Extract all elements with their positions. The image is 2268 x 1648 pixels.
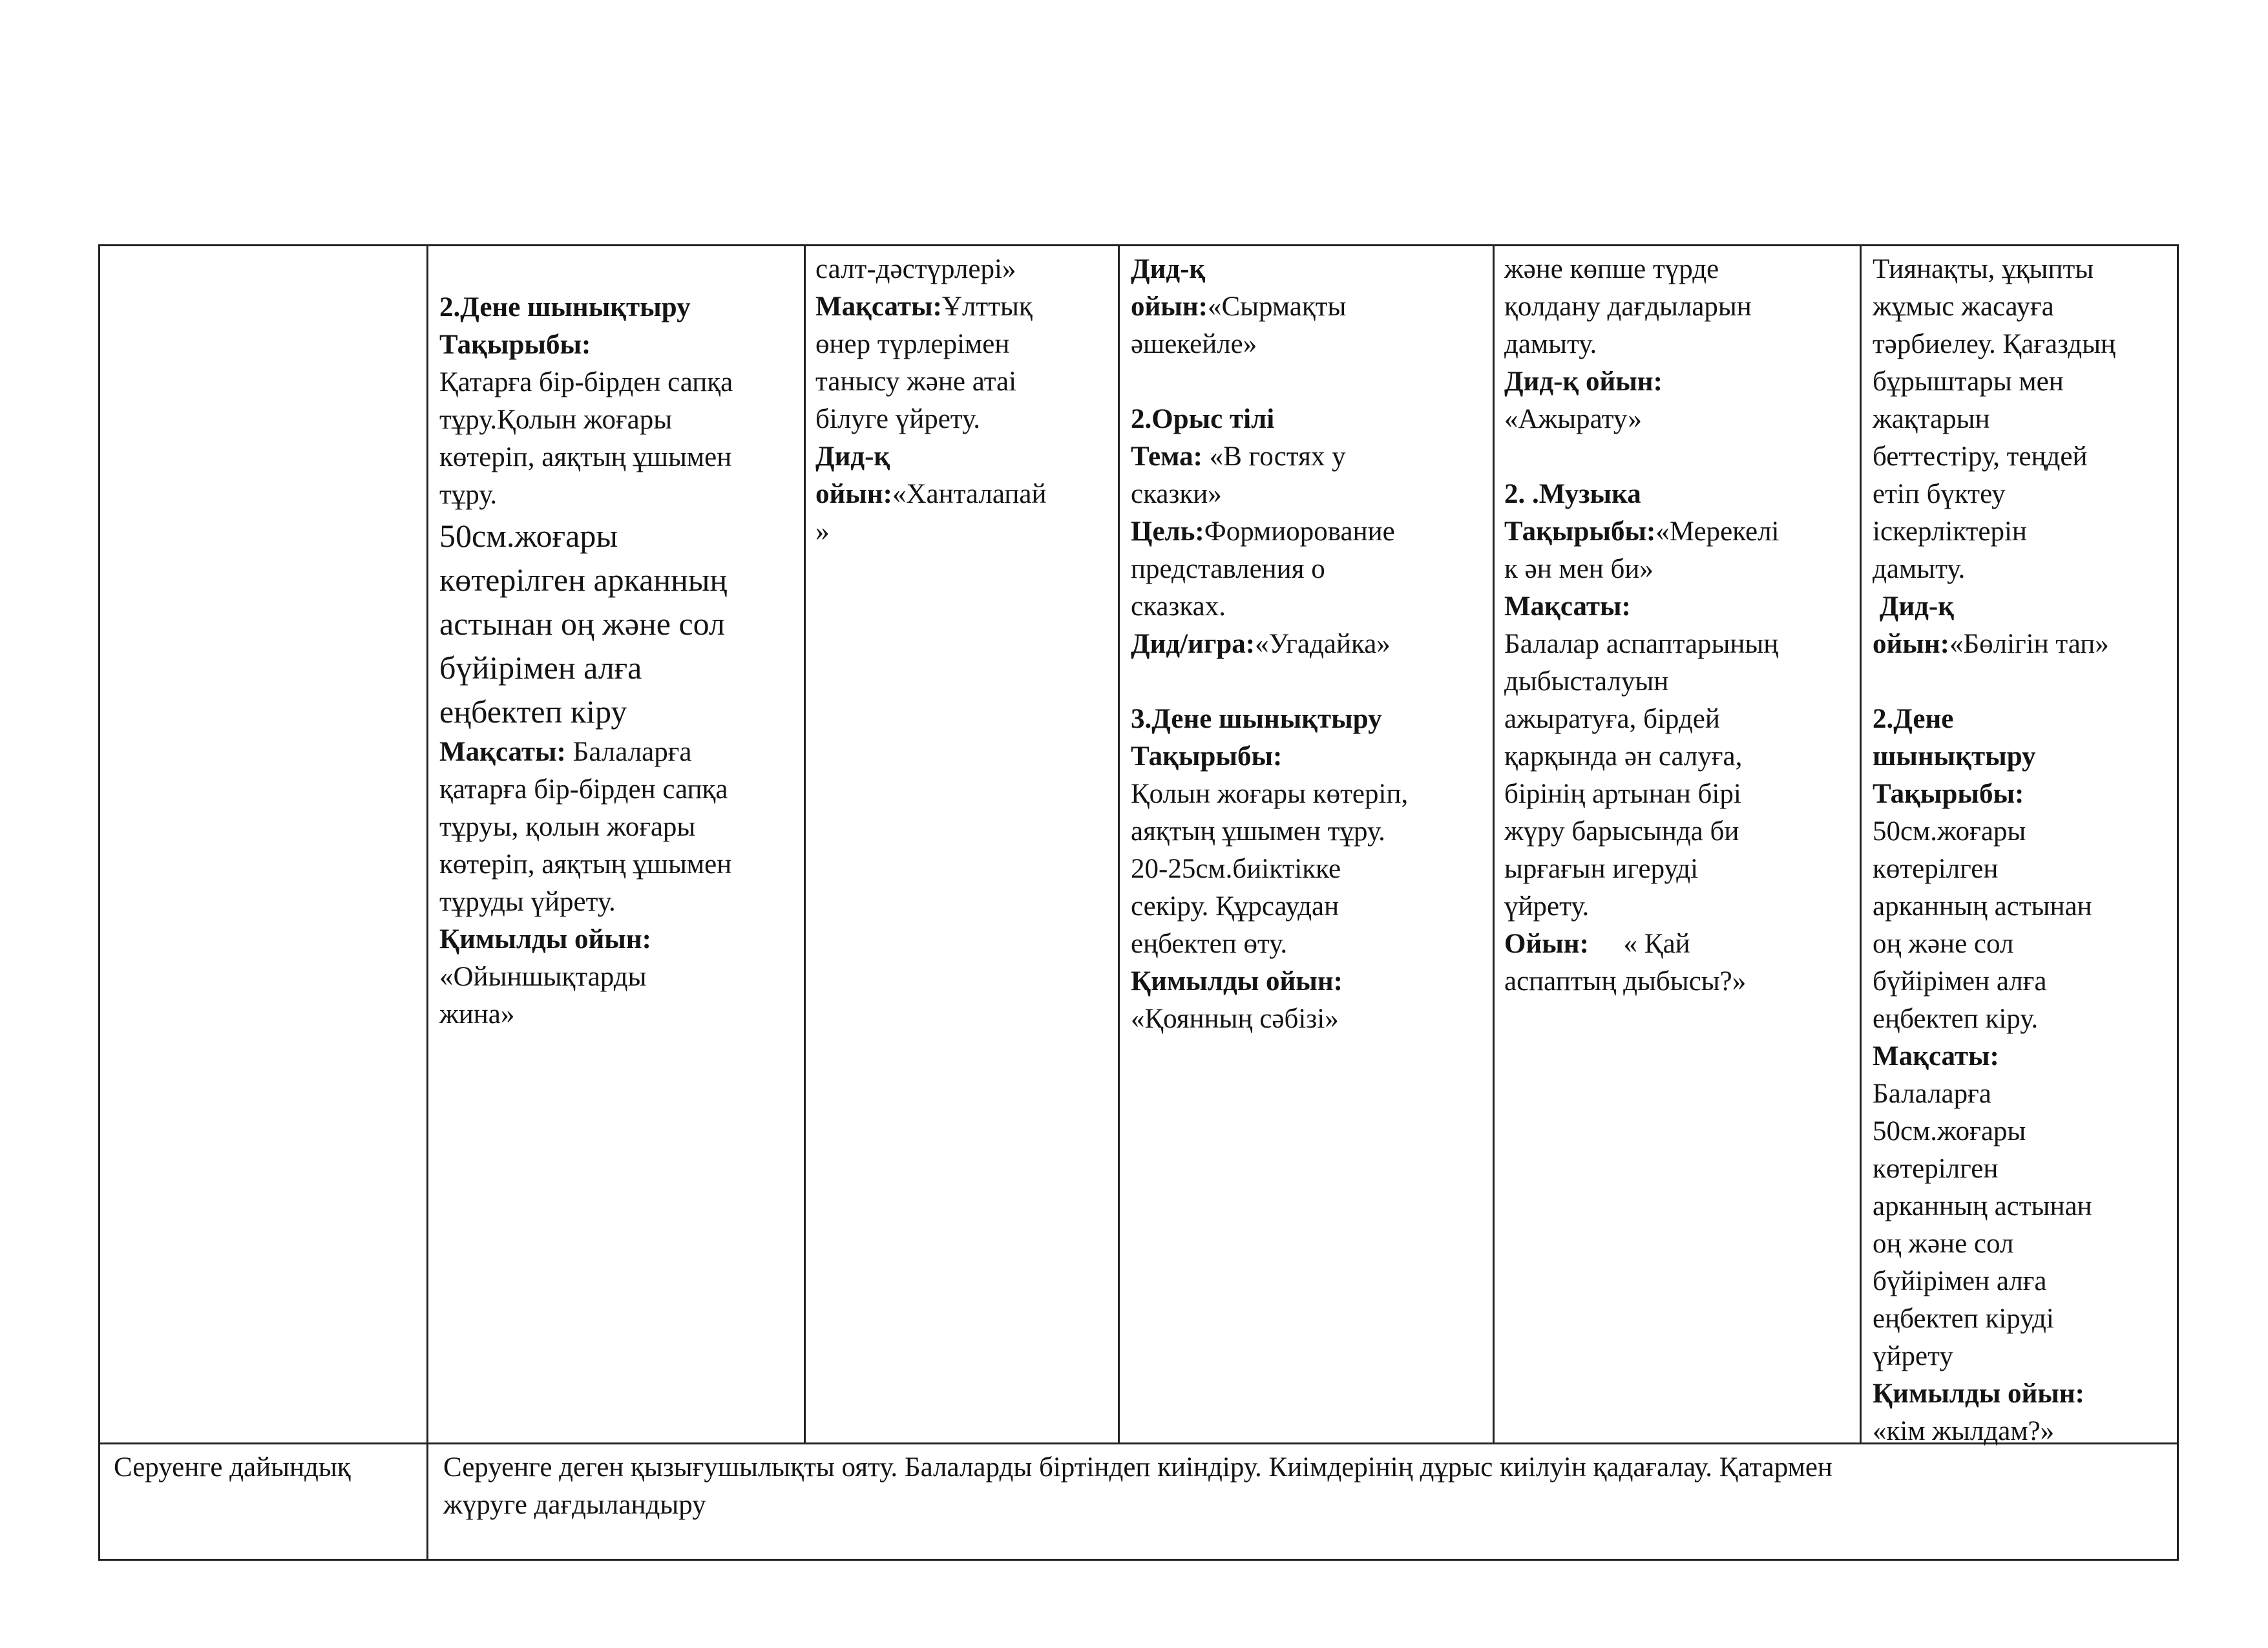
cell-label: ойын: — [1131, 291, 1208, 322]
cell-line: Дид-қ — [815, 441, 890, 472]
cell-line: жина» — [439, 999, 515, 1030]
cell-line: қолдану дағдыларын — [1504, 291, 1752, 322]
column-divider — [426, 244, 428, 1561]
cell-text: «Мерекелі — [1655, 516, 1780, 547]
cell-line: қатарға бір-бірден сапқа — [439, 774, 728, 805]
spacer — [1131, 663, 1408, 701]
column-divider — [1860, 244, 1862, 1444]
cell-line: үйрету — [1873, 1341, 1953, 1371]
cell-line: Қимылды ойын: — [1873, 1379, 2084, 1409]
cell-line: көтеріп, аяқтың ұшымен — [439, 442, 732, 472]
cell-line: 2.Орыс тілі — [1131, 404, 1275, 434]
cell-line — [1131, 513, 1408, 551]
cell-line: «кім жылдам?» — [1873, 1416, 2055, 1446]
cell-line: Тиянақты, ұқыпты — [1873, 254, 2094, 284]
cell-line: ырғағын игеруді — [1504, 854, 1699, 884]
cell-text: «Угадайка» — [1255, 629, 1391, 659]
cell-line: үйрету. — [1504, 891, 1590, 922]
table-left-border — [98, 244, 100, 1561]
cell-text: «Сырмақты — [1207, 291, 1347, 322]
table-right-border — [2177, 244, 2179, 1561]
cell-line: аспаптың дыбысы?» — [1504, 966, 1747, 997]
cell-line: Серуенге деген қызығушылықты ояту. Балаларды біртіндеп киіндіру. Киімдерінің дұрыс киілуін қадағалау. Қатармен — [443, 1452, 1832, 1483]
cell-line: Балаларға — [1873, 1079, 1991, 1109]
cell-text: «В гостях у — [1202, 441, 1346, 472]
cell-line: тұруды үйрету. — [439, 887, 616, 917]
cell-line: «Ажырату» — [1504, 404, 1642, 434]
cell-label: ойын: — [815, 479, 892, 509]
cell-line: дыбысталуын — [1504, 666, 1669, 697]
cell-line: еңбектеп өту. — [1131, 929, 1288, 959]
cell-line: салт-дәстүрлері» — [815, 254, 1016, 284]
cell-line: Қолын жоғары көтеріп, — [1131, 779, 1409, 809]
cell-line: дамыту. — [1873, 554, 1966, 584]
cell-music — [1504, 251, 1780, 1000]
cell-line: жұмыс жасауға — [1873, 291, 2054, 322]
cell-origami-and-pe — [1873, 251, 2116, 1450]
cell-line: Қимылды ойын: — [1131, 966, 1343, 997]
row-divider — [98, 1442, 2179, 1444]
cell-traditions — [815, 251, 1046, 551]
cell-line: Балалар аспаптарының — [1504, 629, 1779, 659]
column-divider — [804, 244, 806, 1444]
cell-line: жүруге дағдыландыру — [443, 1490, 706, 1520]
cell-text: « Қай — [1588, 929, 1690, 959]
cell-line — [439, 734, 733, 771]
cell-line: көтерілген — [1873, 1154, 1999, 1184]
cell-line: дамыту. — [1504, 329, 1597, 359]
cell-line: 3.Дене шынықтыру — [1131, 704, 1382, 734]
cell-line: «Ойыншықтарды — [439, 962, 647, 992]
cell-line: Қатарға бір-бірден сапқа — [439, 367, 733, 397]
cell-russian-language — [1131, 251, 1408, 1038]
cell-line: беттестіру, теңдей — [1873, 441, 2088, 472]
cell-line: қарқында ән салуға, — [1504, 741, 1743, 772]
cell-line: еңбектеп кіруді — [1873, 1304, 2054, 1334]
cell-label: Мақсаты: — [815, 291, 942, 322]
cell-line: 50см.жоғары — [439, 518, 618, 554]
cell-text: Ұлттық — [941, 291, 1033, 322]
cell-line: «Қоянның сәбізі» — [1131, 1004, 1339, 1034]
cell-line: арканның астынан — [1873, 1191, 2092, 1221]
cell-line: көтерілген — [1873, 854, 1999, 884]
cell-line: тұру. — [439, 480, 498, 510]
cell-line: етіп бүктеу — [1873, 479, 2006, 509]
cell-line — [1131, 438, 1408, 476]
cell-line: Дид-қ — [1131, 254, 1206, 284]
cell-line: еңбектеп кіру. — [1873, 1004, 2039, 1034]
cell-line: Тақырыбы: — [439, 330, 591, 360]
spacer — [1873, 663, 2116, 701]
cell-text: Формиорование — [1204, 516, 1395, 547]
cell-label: Тақырыбы: — [1504, 516, 1656, 547]
cell-label: Цель: — [1131, 516, 1204, 547]
cell-text: «Бөлігін тап» — [1949, 629, 2109, 659]
cell-line: жақтарын — [1873, 404, 1990, 434]
cell-line: оң және сол — [1873, 1229, 2014, 1259]
cell-line: бірінің артынан бірі — [1504, 779, 1741, 809]
spacer — [1131, 363, 1408, 401]
cell-label: Тема: — [1131, 441, 1202, 472]
cell-line: Мақсаты: — [1873, 1041, 1999, 1072]
cell-label: Дид/игра: — [1131, 629, 1255, 659]
cell-line: әшекейле» — [1131, 329, 1257, 359]
cell-line — [1131, 288, 1408, 326]
cell-line: Тақырыбы: — [1873, 779, 2024, 809]
table-bottom-border — [98, 1559, 2179, 1561]
cell-line: көтерілген арканның — [439, 562, 728, 598]
cell-line: к ән мен би» — [1504, 554, 1654, 584]
cell-label: ойын: — [1873, 629, 1949, 659]
cell-line: представления о — [1131, 554, 1325, 584]
cell-line: және көпше түрде — [1504, 254, 1719, 284]
cell-line: астынан оң және сол — [439, 606, 725, 642]
spacer — [1504, 438, 1780, 476]
cell-line — [1504, 925, 1780, 963]
cell-line: 20-25см.биіктікке — [1131, 854, 1341, 884]
walk-preparation-description — [443, 1449, 2162, 1524]
cell-line: тұру.Қолын жоғары — [439, 405, 673, 435]
cell-line: Дид-қ ойын: — [1504, 366, 1663, 397]
cell-line: көтеріп, аяқтың ұшымен — [439, 849, 732, 880]
cell-line: » — [815, 516, 830, 547]
cell-line: аяқтың ұшымен тұру. — [1131, 816, 1385, 847]
cell-line — [1131, 626, 1408, 663]
cell-text: «Ханталапай — [892, 479, 1047, 509]
cell-line: Қимылды ойын: — [439, 924, 651, 955]
cell-label: Мақсаты: — [439, 737, 566, 767]
cell-line — [1504, 513, 1780, 551]
table-top-border — [98, 244, 2179, 246]
cell-line: бүйірімен алға — [1873, 1266, 2047, 1296]
column-divider — [1493, 244, 1495, 1444]
cell-line — [815, 288, 1046, 326]
cell-line: бұрыштары мен — [1873, 366, 2064, 397]
cell-line: білуге үйрету. — [815, 404, 980, 434]
cell-line: Тақырыбы: — [1131, 741, 1283, 772]
cell-line: Мақсаты: — [1504, 591, 1631, 622]
cell-line: сказки» — [1131, 479, 1222, 509]
cell-physical-education — [439, 289, 733, 1033]
cell-line: секіру. Құрсаудан — [1131, 891, 1339, 922]
cell-line: танысу және атаі — [815, 366, 1017, 397]
cell-line: 50см.жоғары — [1873, 1116, 2026, 1146]
cell-line: 2.Дене шынықтыру — [439, 292, 691, 322]
cell-line — [1873, 626, 2116, 663]
cell-line: 2.Дене — [1873, 704, 1954, 734]
cell-line: 50см.жоғары — [1873, 816, 2026, 847]
cell-line: 2. .Музыка — [1504, 479, 1641, 509]
cell-line: оң және сол — [1873, 929, 2014, 959]
cell-line: шынықтыру — [1873, 741, 2036, 772]
cell-line: іскерліктерін — [1873, 516, 2027, 547]
row-label-walk-preparation: Серуенге дайындық — [114, 1452, 351, 1483]
cell-line: өнер түрлерімен — [815, 329, 1010, 359]
cell-line: тұруы, қолын жоғары — [439, 812, 696, 842]
cell-line: еңбектеп кіру — [439, 693, 627, 730]
cell-line: тәрбиелеу. Қағаздың — [1873, 329, 2116, 359]
column-divider — [1118, 244, 1120, 1444]
cell-line: бүйірімен алға — [439, 650, 642, 686]
cell-text: Балаларға — [565, 737, 692, 767]
cell-line: Дид-қ — [1873, 591, 1954, 622]
cell-label: Ойын: — [1504, 929, 1589, 959]
cell-line: сказках. — [1131, 591, 1226, 622]
cell-line: ажыратуға, бірдей — [1504, 704, 1720, 734]
cell-line: бүйірімен алға — [1873, 966, 2047, 997]
cell-line: жүру барысында би — [1504, 816, 1739, 847]
cell-line: арканның астынан — [1873, 891, 2092, 922]
cell-line — [815, 476, 1046, 513]
